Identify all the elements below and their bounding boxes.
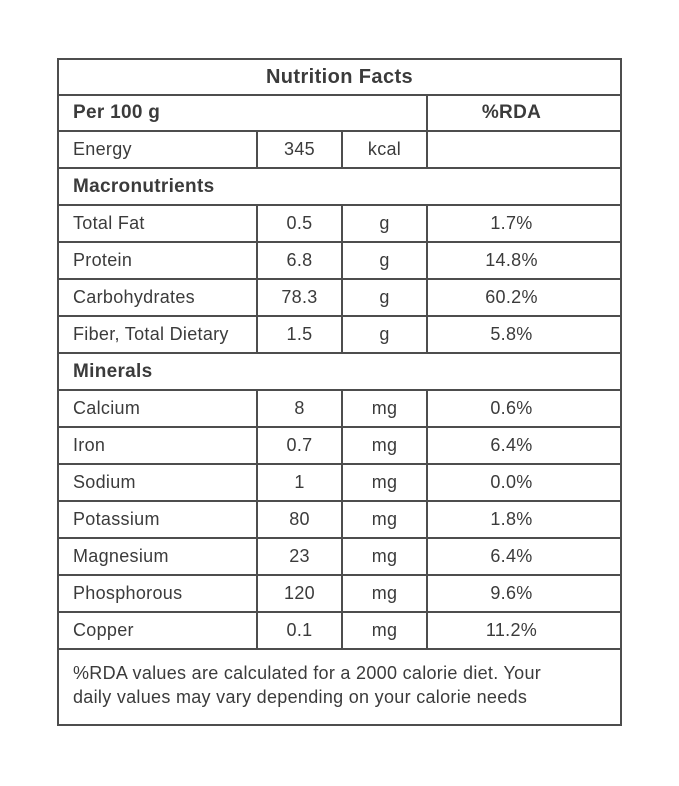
nutrient-unit: mg: [342, 612, 427, 649]
nutrient-rda: 1.7%: [427, 205, 621, 242]
table-title: Nutrition Facts: [58, 59, 621, 95]
nutrient-value: 1: [257, 464, 342, 501]
nutrient-rda: 6.4%: [427, 427, 621, 464]
nutrient-value: 0.5: [257, 205, 342, 242]
nutrient-unit: mg: [342, 575, 427, 612]
footnote-row: [58, 649, 621, 725]
nutrient-value: 0.1: [257, 612, 342, 649]
footnote-line-1: %RDA values are calculated for a 2000 calorie diet. Your: [73, 663, 542, 683]
nutrient-unit: g: [342, 279, 427, 316]
nutrient-unit: mg: [342, 427, 427, 464]
nutrient-rda: 5.8%: [427, 316, 621, 353]
table-row: [58, 612, 621, 649]
nutrient-value: 120: [257, 575, 342, 612]
table-row: [58, 427, 621, 464]
nutrient-value: 23: [257, 538, 342, 575]
nutrient-unit: g: [342, 316, 427, 353]
nutrient-value: 80: [257, 501, 342, 538]
table-row: [58, 575, 621, 612]
nutrient-value: 0.7: [257, 427, 342, 464]
nutrient-rda: [427, 131, 621, 168]
nutrient-rda: 1.8%: [427, 501, 621, 538]
nutrient-label: Copper: [58, 612, 257, 649]
nutrient-rda: 0.6%: [427, 390, 621, 427]
nutrient-label: Energy: [58, 131, 257, 168]
section-row-minerals: [58, 353, 621, 390]
nutrient-label: Fiber, Total Dietary: [58, 316, 257, 353]
table-row-energy: [58, 131, 621, 168]
table-row: [58, 390, 621, 427]
nutrient-value: 78.3: [257, 279, 342, 316]
nutrient-rda: 6.4%: [427, 538, 621, 575]
nutrient-value: 1.5: [257, 316, 342, 353]
nutrient-rda: 11.2%: [427, 612, 621, 649]
nutrient-unit: mg: [342, 538, 427, 575]
nutrient-label: Protein: [58, 242, 257, 279]
title-row: [58, 59, 621, 95]
nutrient-unit: mg: [342, 464, 427, 501]
footnote: [58, 649, 621, 725]
nutrient-label: Total Fat: [58, 205, 257, 242]
serving-size-header: Per 100 g: [58, 95, 427, 131]
nutrient-unit: g: [342, 205, 427, 242]
nutrient-rda: 14.8%: [427, 242, 621, 279]
table-row: [58, 316, 621, 353]
table-row: [58, 279, 621, 316]
nutrient-label: Iron: [58, 427, 257, 464]
nutrient-unit: g: [342, 242, 427, 279]
nutrient-label: Magnesium: [58, 538, 257, 575]
section-header-minerals: Minerals: [58, 353, 621, 390]
nutrient-label: Carbohydrates: [58, 279, 257, 316]
nutrient-value: 8: [257, 390, 342, 427]
nutrient-value: 345: [257, 131, 342, 168]
section-row-macronutrients: [58, 168, 621, 205]
table-row: [58, 205, 621, 242]
nutrient-rda: 9.6%: [427, 575, 621, 612]
nutrient-label: Phosphorous: [58, 575, 257, 612]
table-row: [58, 538, 621, 575]
nutrient-rda: 0.0%: [427, 464, 621, 501]
section-header-macronutrients: Macronutrients: [58, 168, 621, 205]
nutrient-label: Calcium: [58, 390, 257, 427]
nutrient-unit: mg: [342, 390, 427, 427]
nutrient-label: Potassium: [58, 501, 257, 538]
nutrient-rda: 60.2%: [427, 279, 621, 316]
nutrient-label: Sodium: [58, 464, 257, 501]
nutrition-facts-table: [57, 58, 622, 726]
nutrient-unit: mg: [342, 501, 427, 538]
nutrient-value: 6.8: [257, 242, 342, 279]
column-header-row: [58, 95, 621, 131]
nutrient-unit: kcal: [342, 131, 427, 168]
table-row: [58, 242, 621, 279]
table-row: [58, 501, 621, 538]
footnote-line-2: daily values may vary depending on your calorie needs: [73, 686, 528, 707]
table-row: [58, 464, 621, 501]
rda-column-header: %RDA: [427, 95, 621, 131]
